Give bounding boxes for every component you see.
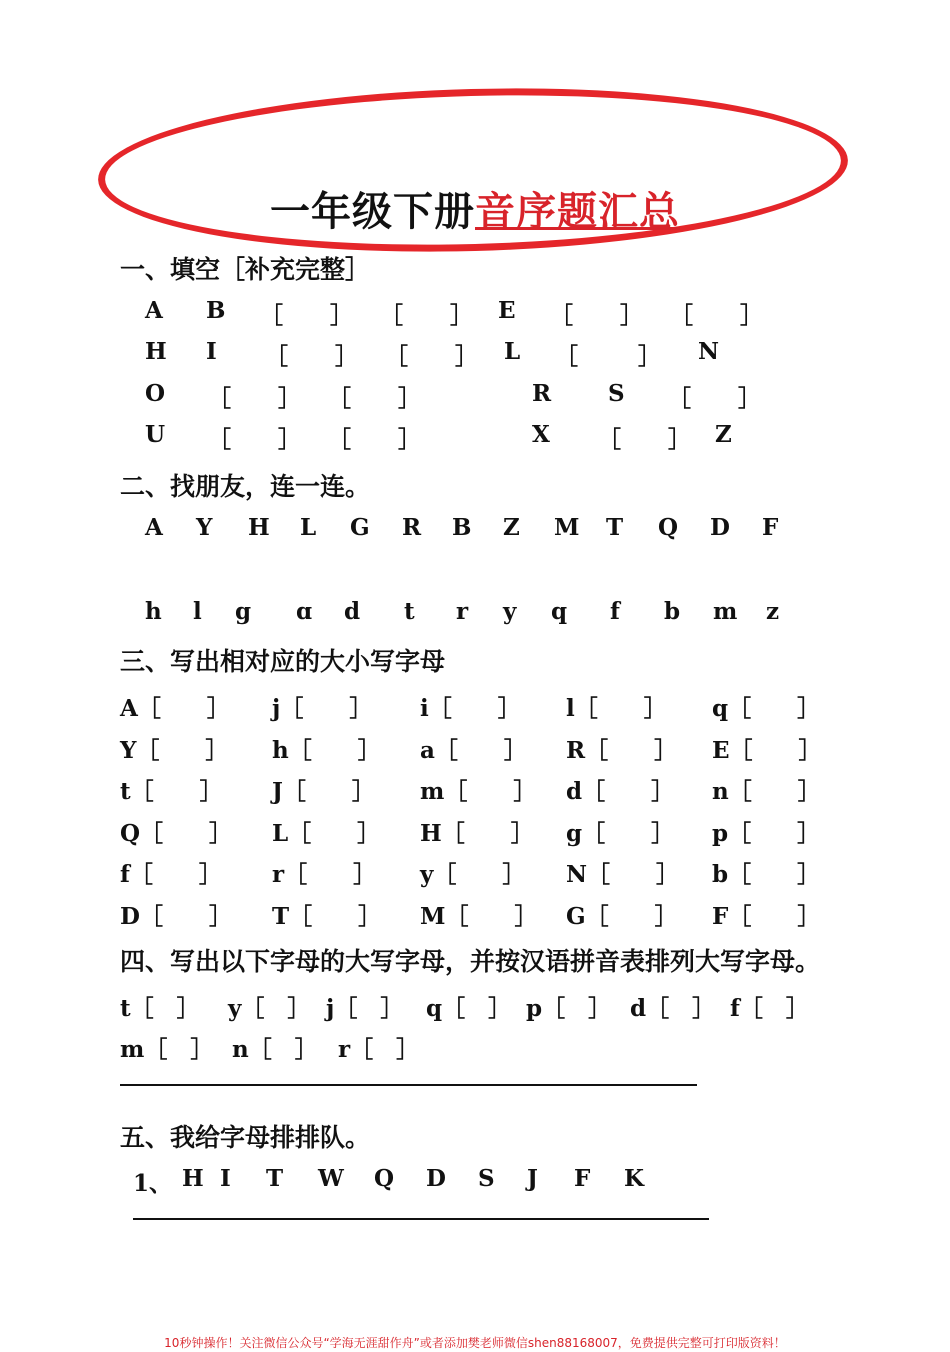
case-pair: J［ ］ [272, 778, 375, 805]
page-title [0, 180, 950, 237]
case-pair: R［ ］ [566, 736, 678, 764]
match-upper-letter: A [145, 514, 163, 541]
fill-cell: ［ [328, 426, 351, 453]
order-letter: I [220, 1165, 231, 1192]
match-upper-letter: Y [196, 514, 213, 541]
fill-cell: ］ [668, 426, 691, 453]
case-pair: q［ ］ [712, 695, 821, 722]
match-lower-letter: r [456, 598, 469, 625]
fill-cell: ［ [208, 385, 231, 412]
match-lower-letter: g [235, 598, 252, 625]
fill-cell: N [698, 338, 720, 365]
case-pair: j［ ］ [272, 695, 373, 722]
uppercase-item: t［ ］ [120, 995, 200, 1022]
case-pair: p［ ］ [712, 819, 821, 847]
match-lower-letter: ɑ [296, 598, 313, 625]
match-lower-letter: b [664, 598, 681, 625]
fill-cell: ［ [208, 426, 231, 453]
fill-cell: X [532, 421, 550, 448]
order-letter: Q [374, 1165, 395, 1192]
answer-line-5 [133, 1218, 709, 1220]
match-lower-letter: z [766, 598, 780, 625]
case-pair: a［ ］ [420, 736, 527, 764]
case-pair: H［ ］ [420, 819, 534, 847]
order-letter: F [574, 1165, 591, 1192]
case-pair: t［ ］ [120, 778, 223, 805]
match-lower-letter: l [193, 598, 202, 625]
fill-cell: O [145, 380, 166, 407]
case-pair: b［ ］ [712, 861, 821, 888]
order-letter: K [624, 1165, 644, 1192]
case-pair: D［ ］ [120, 902, 232, 930]
footer-note: 10秒钟操作！关注微信公众号“学海无涯甜作舟”或者添加樊老师微信shen88168007，免费提供完整可打印版资料！ [164, 1336, 786, 1350]
match-lower-letter: q [551, 598, 568, 625]
match-lower-letter: d [344, 598, 361, 625]
match-lower-letter: y [503, 598, 517, 625]
fill-cell: ［ [260, 302, 283, 329]
match-lower-letter: f [610, 598, 620, 625]
case-pair: i［ ］ [420, 695, 521, 722]
uppercase-item: r［ ］ [338, 1036, 420, 1063]
case-pair: L［ ］ [272, 819, 381, 847]
title-black: 一年级下册 [270, 189, 475, 235]
match-upper-letter: D [710, 514, 730, 541]
match-upper-letter: L [300, 514, 317, 541]
fill-cell: ］ [638, 343, 661, 370]
order-letter: D [426, 1165, 446, 1192]
fill-cell: B [206, 297, 226, 324]
fill-cell: ］ [450, 302, 473, 329]
fill-cell: ］ [738, 385, 761, 412]
case-pair: y［ ］ [420, 861, 526, 888]
case-pair: n［ ］ [712, 778, 821, 805]
match-lower-letter: t [404, 598, 415, 625]
match-upper-letter: B [452, 514, 472, 541]
answer-line-4 [120, 1084, 697, 1086]
order-label: 1、 [133, 1170, 173, 1197]
fill-cell: ］ [740, 302, 763, 329]
fill-cell: ［ [265, 343, 288, 370]
fill-cell: ［ [555, 343, 578, 370]
case-pair: F［ ］ [712, 902, 821, 930]
order-letter: T [266, 1165, 284, 1192]
case-pair: d［ ］ [566, 778, 675, 805]
case-pair: Y［ ］ [120, 736, 229, 764]
uppercase-item: n［ ］ [232, 1036, 318, 1063]
case-pair: r［ ］ [272, 861, 377, 888]
case-pair: g［ ］ [566, 819, 675, 847]
match-upper-letter: H [248, 514, 270, 541]
match-lower-letter: m [713, 598, 738, 625]
fill-cell: ］ [278, 426, 301, 453]
uppercase-item: y［ ］ [228, 995, 311, 1022]
case-pair: f［ ］ [120, 861, 222, 888]
case-pair: l［ ］ [566, 695, 667, 722]
section-5-heading: 五、我给字母排排队。 [120, 1123, 371, 1152]
fill-cell: E [498, 297, 516, 324]
fill-cell: ］ [455, 343, 478, 370]
fill-cell: U [145, 421, 166, 448]
fill-cell: ］ [278, 385, 301, 412]
case-pair: m［ ］ [420, 778, 537, 805]
case-pair: E［ ］ [712, 736, 822, 764]
order-letter: J [527, 1165, 538, 1192]
match-upper-letter: M [554, 514, 580, 541]
fill-cell: ［ [385, 343, 408, 370]
match-upper-letter: T [606, 514, 624, 541]
case-pair: T［ ］ [272, 902, 382, 930]
order-letter: H [182, 1165, 204, 1192]
uppercase-item: q［ ］ [426, 995, 512, 1022]
fill-cell: ］ [335, 343, 358, 370]
fill-cell: I [206, 338, 217, 365]
match-upper-letter: F [762, 514, 779, 541]
fill-cell: R [532, 380, 552, 407]
fill-cell: H [145, 338, 167, 365]
case-pair: Q［ ］ [120, 819, 233, 847]
fill-cell: ［ [328, 385, 351, 412]
match-lower-letter: h [145, 598, 162, 625]
section-4-heading: 四、写出以下字母的大写字母，并按汉语拼音表排列大写字母。 [120, 947, 821, 976]
match-upper-letter: G [350, 514, 370, 541]
fill-cell: ］ [398, 426, 421, 453]
fill-cell: ［ [380, 302, 403, 329]
section-2-heading: 二、找朋友，连一连。 [120, 472, 371, 501]
fill-cell: ［ [670, 302, 693, 329]
match-upper-letter: R [402, 514, 422, 541]
uppercase-item: j［ ］ [326, 995, 404, 1022]
case-pair: A［ ］ [120, 695, 230, 722]
fill-cell: ］ [330, 302, 353, 329]
match-upper-letter: Q [658, 514, 679, 541]
section-1-heading: 一、填空［补充完整］ [120, 255, 371, 284]
fill-cell: S [608, 380, 625, 407]
order-letter: W [318, 1165, 344, 1192]
case-pair: G［ ］ [566, 902, 678, 930]
fill-cell: ］ [398, 385, 421, 412]
case-pair: h［ ］ [272, 736, 381, 764]
case-pair: M［ ］ [420, 902, 538, 930]
fill-cell: ［ [668, 385, 691, 412]
uppercase-item: f［ ］ [730, 995, 809, 1022]
uppercase-item: d［ ］ [630, 995, 716, 1022]
uppercase-item: m［ ］ [120, 1036, 214, 1063]
title-red: 音序题汇总 [475, 189, 680, 235]
fill-cell: L [504, 338, 521, 365]
fill-cell: A [145, 297, 163, 324]
case-pair: N［ ］ [566, 861, 680, 888]
fill-cell: Z [715, 421, 732, 448]
order-letter: S [478, 1165, 495, 1192]
fill-cell: ［ [550, 302, 573, 329]
match-upper-letter: Z [503, 514, 520, 541]
uppercase-item: p［ ］ [526, 995, 612, 1022]
section-3-heading: 三、写出相对应的大小写字母 [120, 647, 446, 676]
fill-cell: ］ [620, 302, 643, 329]
fill-cell: ［ [598, 426, 621, 453]
